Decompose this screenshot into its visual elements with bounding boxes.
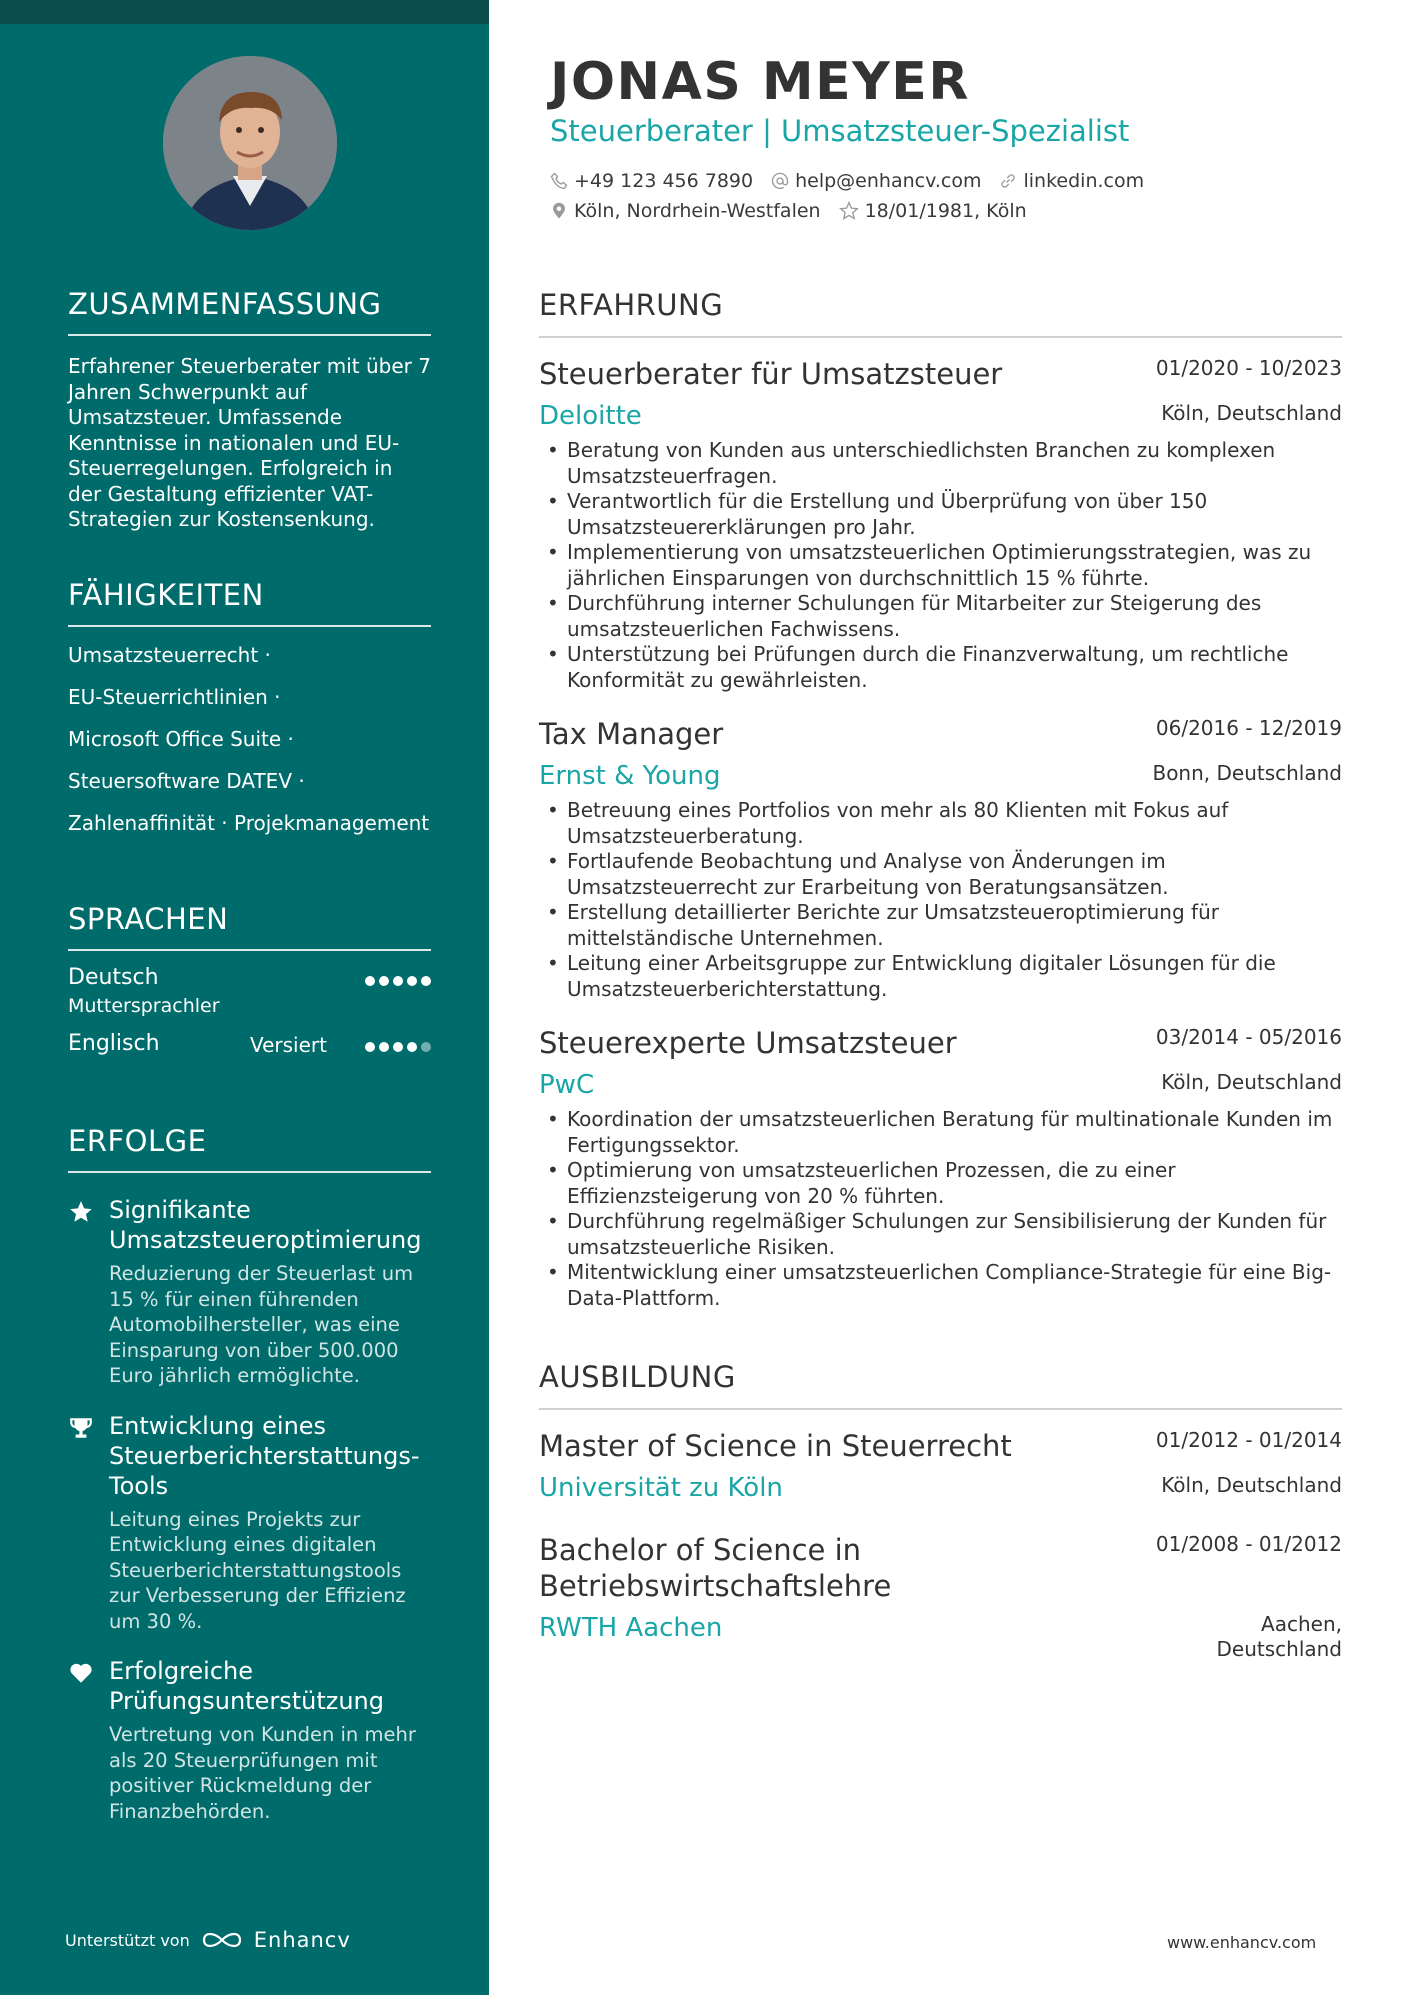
job-location: Bonn, Deutschland (1152, 761, 1342, 785)
linkedin-text[interactable]: linkedin.com (1023, 170, 1145, 192)
company-name: PwC (539, 1070, 595, 1100)
rating-dot (421, 1042, 431, 1052)
achievement-title: Entwicklung eines Steuerberichterstattungs-Tools (109, 1411, 420, 1500)
link-icon (999, 172, 1017, 190)
birth-contact (839, 200, 1027, 222)
bullet-item: • Durchführung regelmäßiger Schulungen zur Sensibilisierung der Kunden für umsatzsteuerliche Risiken. (539, 1209, 1342, 1260)
contact-row (550, 170, 1162, 192)
achievements-heading: ERFOLGE (68, 1125, 431, 1173)
skills-list (68, 643, 431, 835)
skill-line: Umsatzsteuerrecht · (68, 643, 271, 668)
school-name: Universität zu Köln (539, 1473, 783, 1503)
language-rating (365, 976, 431, 986)
job-bullets (539, 438, 1342, 693)
powered-by-label: Unterstützt von (65, 1930, 190, 1950)
education-entry (539, 1532, 1342, 1661)
achievement-description: Reduzierung der Steuerlast um 15 % für einen führenden Automobilhersteller, was eine Einsparung von über 500.000 Euro jährlich ermöglichte. (109, 1262, 414, 1388)
bullet-item: • Optimierung von umsatzsteuerlichen Prozessen, die zu einer Effizienzsteigerung von 20 % führten. (539, 1158, 1342, 1209)
star-outline-icon (839, 201, 859, 221)
education-entry (539, 1428, 1342, 1504)
experience-entry (539, 356, 1342, 693)
bullet-item: • Erstellung detaillierter Berichte zur Umsatzsteueroptimierung für mittelständische Unternehmen. (539, 900, 1342, 951)
language-item (68, 965, 431, 1027)
rating-dot (365, 976, 375, 986)
main-content (489, 0, 1410, 1995)
skill-line: Microsoft Office Suite · (68, 727, 294, 752)
birth-text: 18/01/1981, Köln (864, 200, 1027, 222)
job-location: Köln, Deutschland (1161, 1070, 1342, 1094)
linkedin-contact[interactable] (999, 170, 1144, 192)
enhancv-logo-icon (200, 1929, 244, 1951)
language-name: Deutsch (68, 965, 159, 991)
language-rating (365, 1042, 431, 1052)
experience-section (539, 288, 1342, 1311)
company-name: Deloitte (539, 401, 642, 431)
bullet-item: • Beratung von Kunden aus unterschiedlichsten Branchen zu komplexen Umsatzsteuerfragen. (539, 438, 1342, 489)
bullet-item: • Leitung einer Arbeitsgruppe zur Entwicklung digitaler Lösungen für die Umsatzsteuerberichterstattung. (539, 951, 1342, 1002)
summary-heading: ZUSAMMENFASSUNG (68, 288, 431, 336)
rating-dot (407, 1042, 417, 1052)
summary-section (68, 288, 431, 533)
achievement-description: Leitung eines Projekts zur Entwicklung eines digitalen Steuerberichterstattungstools zur Verbesserung der Effizienz um 30 %. (109, 1507, 406, 1633)
degree-title: Master of Science in Steuerrecht (539, 1429, 1012, 1463)
job-date: 06/2016 - 12/2019 (1155, 716, 1342, 740)
achievement-description: Vertretung von Kunden in mehr als 20 Steuerprüfungen mit positiver Rückmeldung der Finanzbehörden. (109, 1723, 416, 1823)
education-section (539, 1360, 1342, 1661)
degree-date: 01/2008 - 01/2012 (1155, 1532, 1342, 1556)
school-name: RWTH Aachen (539, 1613, 723, 1643)
achievements-section (68, 1125, 431, 1824)
job-title: Steuerberater für Umsatzsteuer (539, 357, 1003, 391)
job-date: 03/2014 - 05/2016 (1155, 1025, 1342, 1049)
achievement-item (68, 1411, 431, 1635)
education-heading: AUSBILDUNG (539, 1360, 1342, 1410)
location-contact (550, 200, 821, 222)
language-item (68, 1031, 431, 1093)
phone-text: +49 123 456 7890 (574, 170, 754, 192)
experience-entry (539, 1025, 1342, 1311)
job-location: Köln, Deutschland (1161, 401, 1342, 425)
location-pin-icon (550, 202, 568, 220)
achievement-title: Signifikante Umsatzsteueroptimierung (109, 1196, 422, 1255)
heart-icon (68, 1660, 94, 1686)
achievement-title: Erfolgreiche Prüfungsunterstützung (109, 1657, 384, 1716)
degree-title: Bachelor of Science in Betriebswirtschaftslehre (539, 1533, 892, 1603)
school-location: Köln, Deutschland (1161, 1473, 1342, 1497)
person-title: Steuerberater | Umsatzsteuer-Spezialist (550, 114, 1130, 148)
bullet-item: • Durchführung interner Schulungen für Mitarbeiter zur Steigerung des umsatzsteuerlichen Fachwissens. (539, 591, 1342, 642)
website-footer[interactable]: www.enhancv.com (1167, 1933, 1317, 1952)
rating-dot (393, 976, 403, 986)
rating-dot (365, 1042, 375, 1052)
contact-row (550, 200, 1045, 222)
sidebar-top-band (0, 0, 489, 24)
skills-heading: FÄHIGKEITEN (68, 579, 431, 627)
summary-text: Erfahrener Steuerberater mit über 7 Jahren Schwerpunkt auf Umsatzsteuer. Umfassende Kenntnisse in nationalen und EU-Steuerregelungen. Erfolgreich in der Gestaltung effizienter VAT-Strategien zur Kostensenkung. (68, 354, 431, 532)
achievement-item (68, 1656, 431, 1824)
skills-section (68, 579, 431, 853)
sidebar (0, 0, 489, 1995)
enhancv-brand: Enhancv (253, 1928, 351, 1952)
bullet-item: • Implementierung von umsatzsteuerlichen Optimierungsstrategien, was zu jährlichen Einsparungen von durchschnittlich 15 % führte. (539, 540, 1342, 591)
bullet-item: • Koordination der umsatzsteuerlichen Beratung für multinationale Kunden im Fertigungssektor. (539, 1107, 1342, 1158)
trophy-icon (68, 1415, 94, 1441)
company-name: Ernst & Young (539, 761, 721, 791)
rating-dot (421, 976, 431, 986)
location-text: Köln, Nordrhein-Westfalen (574, 200, 821, 222)
language-level-text: Versiert (249, 1033, 327, 1058)
profile-photo (163, 56, 337, 230)
bullet-item: • Fortlaufende Beobachtung und Analyse von Änderungen im Umsatzsteuerrecht zur Erarbeitung von Beratungsansätzen. (539, 849, 1342, 900)
achievement-item (68, 1195, 431, 1389)
phone-icon (550, 172, 568, 190)
language-name: Englisch (68, 1031, 160, 1057)
rating-dot (379, 1042, 389, 1052)
bullet-item: • Unterstützung bei Prüfungen durch die Finanzverwaltung, um rechtliche Konformität zu gewährleisten. (539, 642, 1342, 693)
skill-line: EU-Steuerrichtlinien · (68, 685, 281, 710)
school-location (1217, 1612, 1343, 1662)
school-location-line: Aachen, (1261, 1612, 1342, 1636)
bullet-item: • Betreuung eines Portfolios von mehr als 80 Klienten mit Fokus auf Umsatzsteuerberatung. (539, 798, 1342, 849)
email-text[interactable]: help@enhancv.com (795, 170, 982, 192)
at-icon (771, 172, 789, 190)
rating-dot (393, 1042, 403, 1052)
phone-contact (550, 170, 753, 192)
job-bullets (539, 1107, 1342, 1311)
language-level-text: Muttersprachler (68, 995, 220, 1018)
languages-heading: SPRACHEN (68, 903, 431, 951)
degree-date: 01/2012 - 01/2014 (1155, 1428, 1342, 1452)
rating-dot (407, 976, 417, 986)
school-location-line: Deutschland (1216, 1637, 1342, 1661)
skill-line: Steuersoftware DATEV · (68, 769, 305, 794)
bullet-item: • Mitentwicklung einer umsatzsteuerlichen Compliance-Strategie für eine Big-Data-Plattform. (539, 1260, 1342, 1311)
experience-entry (539, 716, 1342, 1002)
job-title: Steuerexperte Umsatzsteuer (539, 1026, 957, 1060)
powered-by (65, 1928, 351, 1952)
skill-line: Zahlenaffinität · Projekmanagement (68, 811, 430, 836)
star-icon (68, 1199, 94, 1225)
languages-section (68, 903, 431, 1093)
email-contact[interactable] (771, 170, 981, 192)
job-title: Tax Manager (539, 717, 724, 751)
rating-dot (379, 976, 389, 986)
bullet-item: • Verantwortlich für die Erstellung und Überprüfung von über 150 Umsatzsteuererklärungen pro Jahr. (539, 489, 1342, 540)
job-date: 01/2020 - 10/2023 (1155, 356, 1342, 380)
person-name: JONAS MEYER (550, 52, 970, 112)
job-bullets (539, 798, 1342, 1002)
experience-heading: ERFAHRUNG (539, 288, 1342, 338)
